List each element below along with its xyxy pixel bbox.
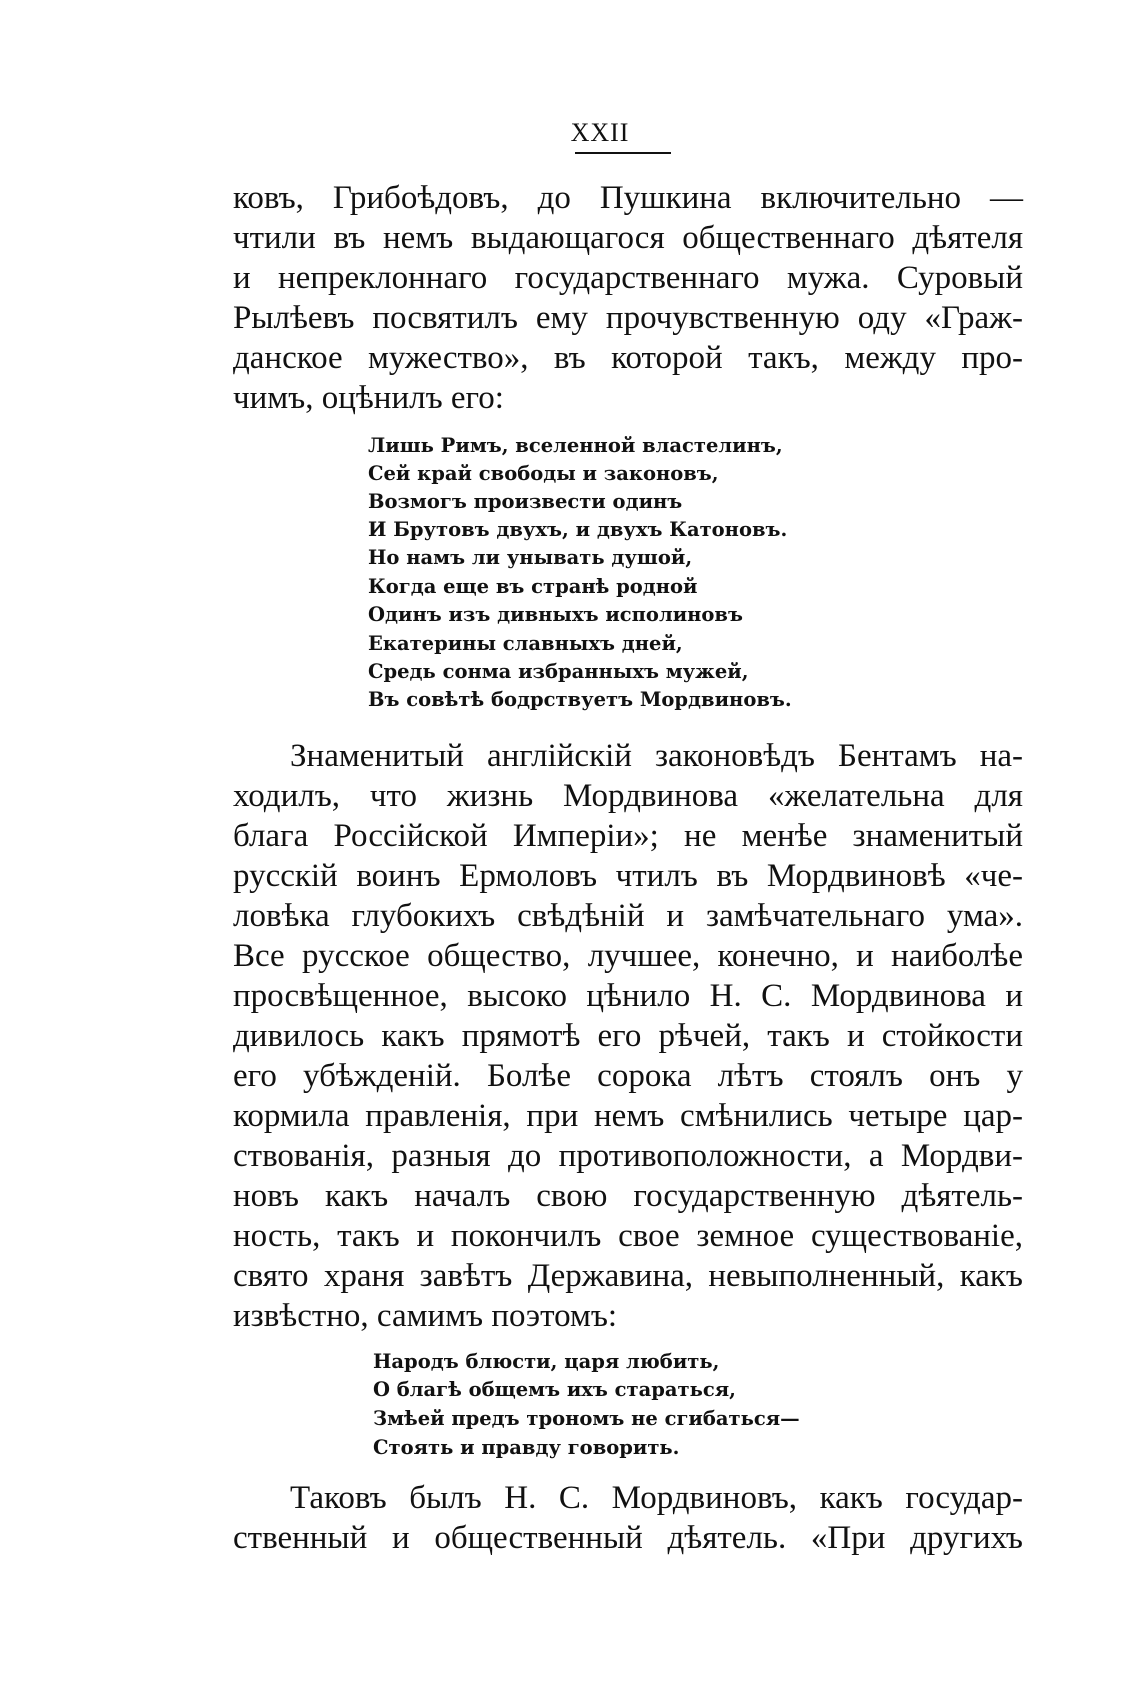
verse-line: Лишь Римъ, вселенной властелинъ,: [368, 434, 783, 457]
text-line: русскій воинъ Ермоловъ чтилъ въ Мордвиновѣ «че-: [233, 858, 1023, 894]
text-line: ловѣка глубокихъ свѣдѣній и замѣчательнаго ума».: [233, 898, 1023, 934]
text-line: Все русское общество, лучшее, конечно, и наиболѣе: [233, 938, 1023, 974]
text-line: ственный и общественный дѣятель. «При другихъ: [233, 1520, 1023, 1556]
text-line: свято храня завѣтъ Державина, невыполненный, какъ: [233, 1258, 1023, 1294]
verse-line: Народъ блюсти, царя любить,: [373, 1350, 720, 1373]
text-line: блага Россійской Имперіи»; не менѣе знаменитый: [233, 818, 1023, 854]
verse-line: Стоять и правду говорить.: [373, 1436, 680, 1459]
verse-line: Возмогъ произвести одинъ: [368, 490, 683, 513]
verse-line: Екатерины славныхъ дней,: [368, 632, 683, 655]
verse-line: Сей край свободы и законовъ,: [368, 462, 719, 485]
verse-line: Одинъ изъ дивныхъ исполиновъ: [368, 603, 743, 626]
verse-line: Средь сонма избранныхъ мужей,: [368, 660, 749, 683]
verse-line: О благѣ общемъ ихъ стараться,: [373, 1378, 736, 1401]
text-line: ность, такъ и покончилъ свое земное существованіе,: [233, 1218, 1023, 1254]
page-number-rule: [575, 152, 671, 154]
text-line: Таковъ былъ Н. С. Мордвиновъ, какъ государ-: [290, 1480, 1023, 1516]
verse-line: Въ совѣтѣ бодрствуетъ Мордвиновъ.: [368, 688, 792, 711]
text-line: чтили въ немъ выдающагося общественнаго дѣятеля: [233, 220, 1023, 256]
text-line: ствованія, разныя до противоположности, а Мордви-: [233, 1138, 1023, 1174]
verse-line: И Брутовъ двухъ, и двухъ Катоновъ.: [368, 518, 788, 541]
verse-line: Змѣей предъ трономъ не сгибаться—: [373, 1407, 800, 1430]
verse-line: Но намъ ли унывать душой,: [368, 546, 693, 569]
verse-line: Когда еще въ странѣ родной: [368, 575, 698, 598]
text-line: ходилъ, что жизнь Мордвинова «желательна для: [233, 778, 1023, 814]
text-line: ковъ, Грибоѣдовъ, до Пушкина включительно —: [233, 180, 1023, 216]
text-line: извѣстно, самимъ поэтомъ:: [233, 1298, 618, 1334]
text-line: его убѣжденій. Болѣе сорока лѣтъ стоялъ онъ у: [233, 1058, 1023, 1094]
text-line: новъ какъ началъ свою государственную дѣятель-: [233, 1178, 1023, 1214]
text-line: Рылѣевъ посвятилъ ему прочувственную оду «Граж-: [233, 300, 1023, 336]
text-line: Знаменитый англійскій законовѣдъ Бентамъ на-: [290, 738, 1023, 774]
text-line: данское мужество», въ которой такъ, между про-: [233, 340, 1023, 376]
text-line: просвѣщенное, высоко цѣнило Н. С. Мордвинова и: [233, 978, 1023, 1014]
page-number: XXII: [570, 118, 630, 147]
text-line: чимъ, оцѣнилъ его:: [233, 380, 504, 416]
text-line: и непреклоннаго государственнаго мужа. Суровый: [233, 260, 1023, 296]
text-line: дивилось какъ прямотѣ его рѣчей, такъ и стойкости: [233, 1018, 1023, 1054]
text-line: кормила правленія, при немъ смѣнились четыре цар-: [233, 1098, 1023, 1134]
